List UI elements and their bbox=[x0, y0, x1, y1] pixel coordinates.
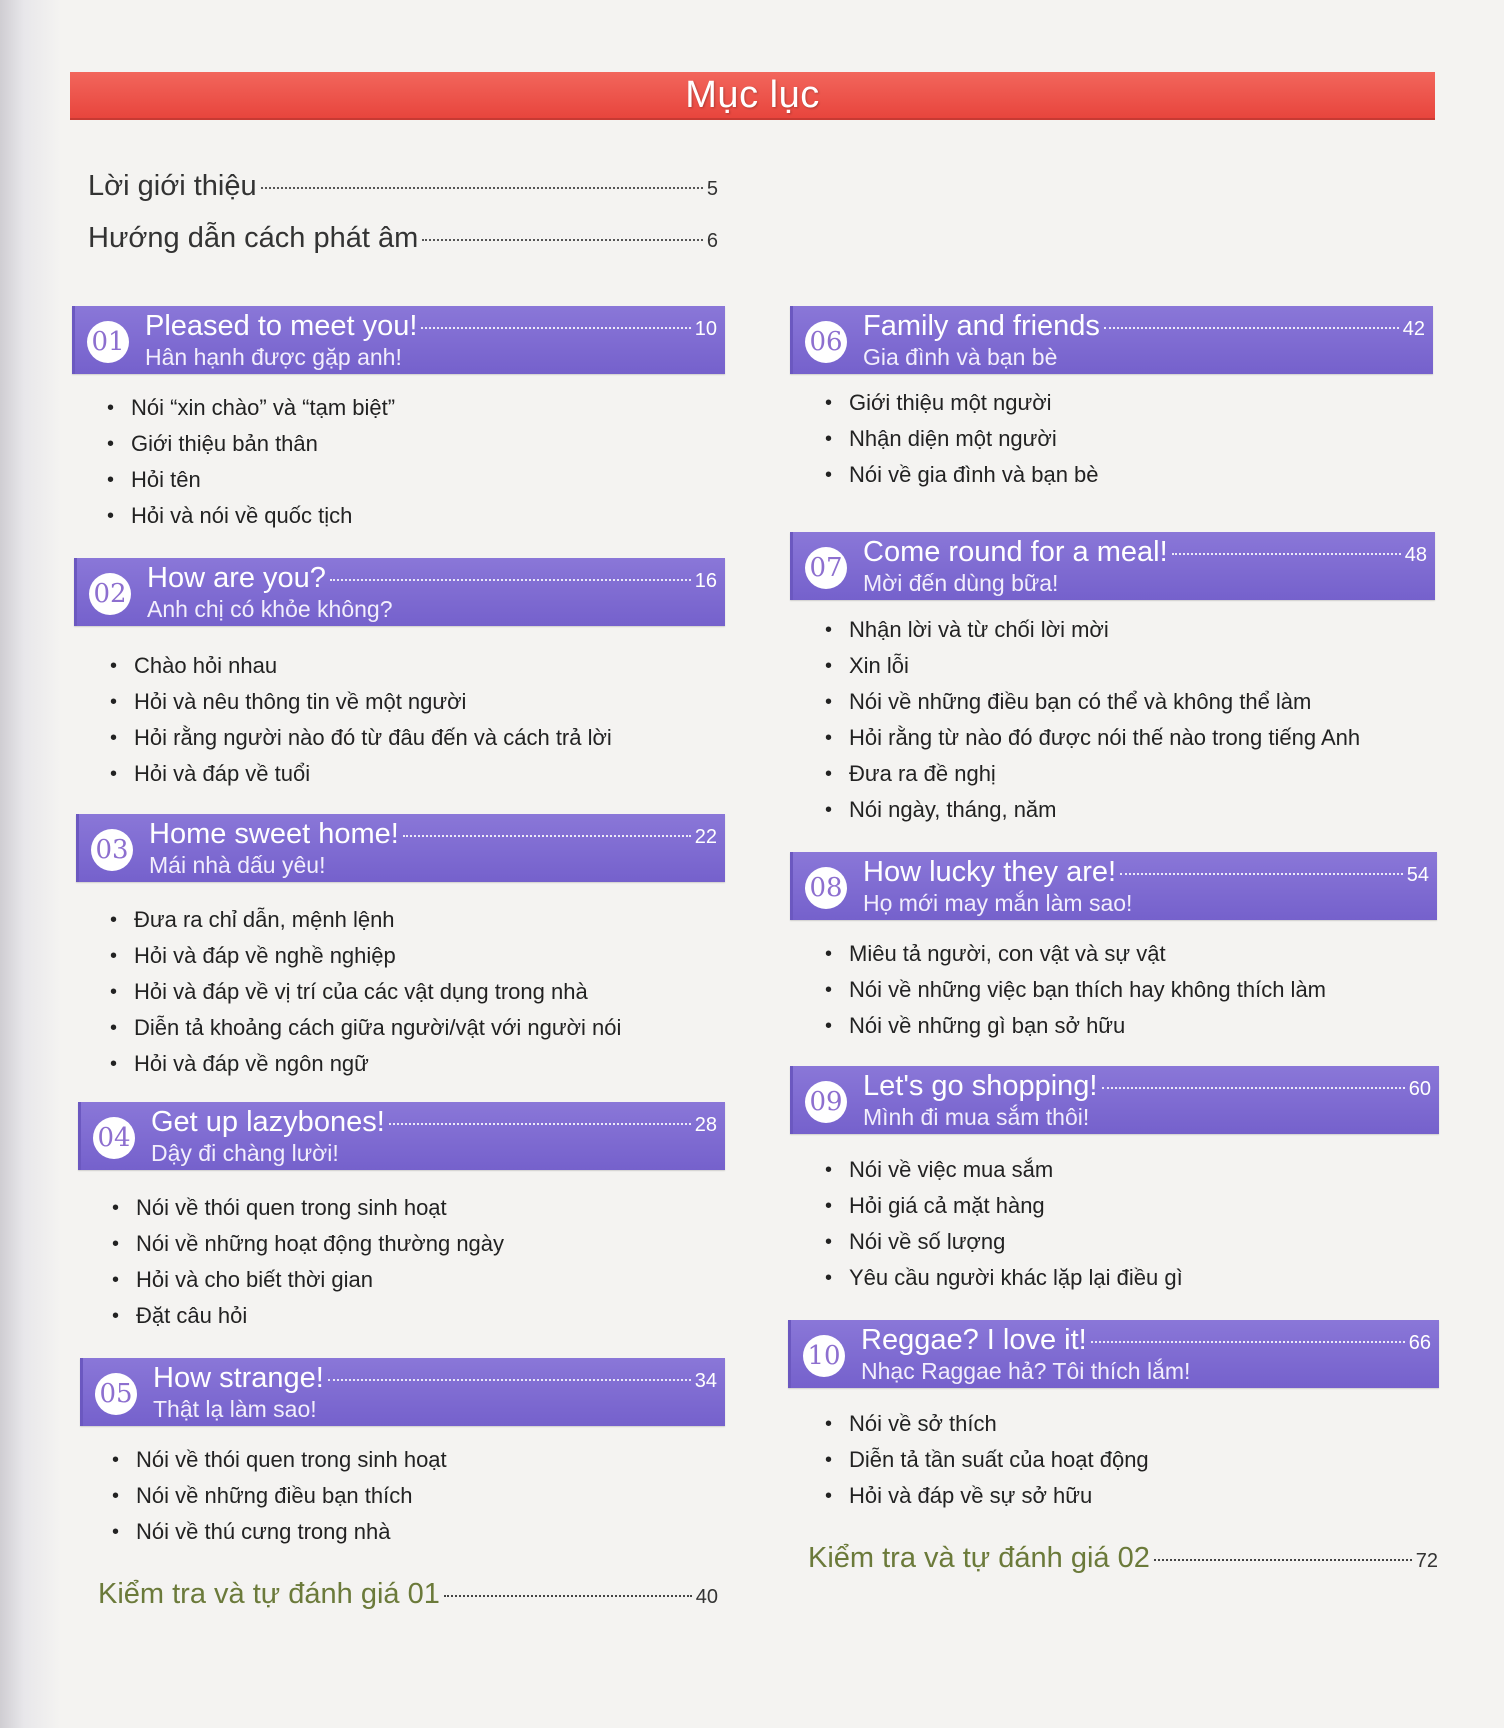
topic-item: • Hỏi tên bbox=[107, 462, 395, 498]
unit-title: Reggae? I love it! bbox=[861, 1324, 1087, 1356]
unit-number-badge: 05 bbox=[95, 1373, 137, 1415]
dot-leader bbox=[1172, 553, 1401, 555]
unit-header-05[interactable] bbox=[80, 1358, 725, 1426]
dot-leader bbox=[1091, 1341, 1405, 1343]
topic-item: • Miêu tả người, con vật và sự vật bbox=[825, 936, 1326, 972]
toc-entry-pronunciation[interactable] bbox=[88, 222, 718, 255]
review-label: Kiểm tra và tự đánh giá 01 bbox=[98, 1578, 440, 1610]
topic-item: • Nói về những điều bạn thích bbox=[112, 1478, 447, 1514]
topic-item: • Giới thiệu bản thân bbox=[107, 426, 395, 462]
topic-item: • Nói về thói quen trong sinh hoạt bbox=[112, 1442, 447, 1478]
topic-item: • Nói về sở thích bbox=[825, 1406, 1149, 1442]
unit-header-08[interactable] bbox=[790, 852, 1437, 920]
unit-number-badge: 04 bbox=[93, 1117, 135, 1159]
unit-number-badge: 10 bbox=[803, 1335, 845, 1377]
topic-item: • Hỏi rằng người nào đó từ đâu đến và cách trả lời bbox=[110, 720, 612, 756]
topic-item: • Hỏi và nói về quốc tịch bbox=[107, 498, 395, 534]
topic-item: • Nói về số lượng bbox=[825, 1224, 1183, 1260]
topic-item: • Nhận diện một người bbox=[825, 421, 1099, 457]
unit-topics-01 bbox=[107, 390, 395, 534]
topic-item: • Hỏi và đáp về tuổi bbox=[110, 756, 612, 792]
topic-item: • Nhận lời và từ chối lời mời bbox=[825, 612, 1360, 648]
unit-number-badge: 03 bbox=[91, 829, 133, 871]
topic-item: • Nói về thú cưng trong nhà bbox=[112, 1514, 447, 1550]
topic-item: • Hỏi và nêu thông tin về một người bbox=[110, 684, 612, 720]
unit-topics-02 bbox=[110, 648, 612, 792]
unit-number-badge: 07 bbox=[805, 547, 847, 589]
topic-item: • Giới thiệu một người bbox=[825, 385, 1099, 421]
unit-title: Home sweet home! bbox=[149, 818, 399, 850]
unit-subtitle: Hân hạnh được gặp anh! bbox=[145, 344, 402, 370]
toc-entry-review-02[interactable] bbox=[808, 1542, 1438, 1575]
topic-item: • Hỏi và đáp về ngôn ngữ bbox=[110, 1046, 621, 1082]
unit-subtitle: Họ mới may mắn làm sao! bbox=[863, 890, 1133, 916]
dot-leader bbox=[261, 187, 703, 189]
topic-item: • Hỏi rằng từ nào đó được nói thế nào trong tiếng Anh bbox=[825, 720, 1360, 756]
unit-title: Come round for a meal! bbox=[863, 536, 1168, 568]
unit-header-04[interactable] bbox=[78, 1102, 725, 1170]
unit-header-07[interactable] bbox=[790, 532, 1435, 600]
unit-title: Let's go shopping! bbox=[863, 1070, 1098, 1102]
topic-item: • Hỏi và đáp về vị trí của các vật dụng trong nhà bbox=[110, 974, 621, 1010]
dot-leader bbox=[1120, 873, 1403, 875]
unit-header-06[interactable] bbox=[790, 306, 1433, 374]
topic-item: • Xin lỗi bbox=[825, 648, 1360, 684]
unit-title: How lucky they are! bbox=[863, 856, 1117, 888]
toc-entry-intro[interactable] bbox=[88, 170, 718, 203]
unit-page: 28 bbox=[694, 1114, 717, 1136]
dot-leader bbox=[421, 327, 690, 329]
unit-number-badge: 08 bbox=[805, 867, 847, 909]
dot-leader bbox=[1104, 327, 1399, 329]
page-title-bar bbox=[70, 72, 1435, 120]
unit-title: How strange! bbox=[153, 1362, 324, 1394]
dot-leader bbox=[444, 1595, 692, 1597]
unit-header-01[interactable] bbox=[72, 306, 725, 374]
unit-topics-04 bbox=[112, 1190, 504, 1334]
topic-item: • Diễn tả tần suất của hoạt động bbox=[825, 1442, 1149, 1478]
topic-item: • Hỏi và cho biết thời gian bbox=[112, 1262, 504, 1298]
dot-leader bbox=[403, 835, 691, 837]
unit-header-10[interactable] bbox=[788, 1320, 1439, 1388]
unit-topics-08 bbox=[825, 936, 1326, 1044]
topic-item: • Đưa ra đề nghị bbox=[825, 756, 1360, 792]
topic-item: • Diễn tả khoảng cách giữa người/vật với người nói bbox=[110, 1010, 621, 1046]
topic-item: • Đặt câu hỏi bbox=[112, 1298, 504, 1334]
unit-header-02[interactable] bbox=[74, 558, 725, 626]
unit-subtitle: Mời đến dùng bữa! bbox=[863, 570, 1059, 596]
review-label: Kiểm tra và tự đánh giá 02 bbox=[808, 1542, 1150, 1574]
topic-item: • Yêu cầu người khác lặp lại điều gì bbox=[825, 1260, 1183, 1296]
unit-page: 10 bbox=[694, 318, 717, 340]
unit-topics-03 bbox=[110, 902, 621, 1082]
unit-page: 60 bbox=[1408, 1078, 1431, 1100]
unit-title: Family and friends bbox=[863, 310, 1100, 342]
unit-number-badge: 01 bbox=[87, 321, 129, 363]
topic-item: • Hỏi và đáp về sự sở hữu bbox=[825, 1478, 1149, 1514]
dot-leader bbox=[330, 579, 691, 581]
dot-leader bbox=[389, 1123, 691, 1125]
topic-item: • Đưa ra chỉ dẫn, mệnh lệnh bbox=[110, 902, 621, 938]
unit-topics-07 bbox=[825, 612, 1360, 828]
dot-leader bbox=[422, 239, 703, 241]
unit-header-09[interactable] bbox=[790, 1066, 1439, 1134]
page-fold-shadow bbox=[0, 0, 60, 1728]
unit-page: 34 bbox=[694, 1370, 717, 1392]
unit-topics-10 bbox=[825, 1406, 1149, 1514]
page-title: Mục lục bbox=[685, 73, 820, 116]
unit-title: How are you? bbox=[147, 562, 326, 594]
unit-subtitle: Anh chị có khỏe không? bbox=[147, 596, 393, 622]
topic-item: • Hỏi và đáp về nghề nghiệp bbox=[110, 938, 621, 974]
unit-subtitle: Mình đi mua sắm thôi! bbox=[863, 1104, 1090, 1130]
unit-subtitle: Thật lạ làm sao! bbox=[153, 1396, 317, 1422]
review-page: 72 bbox=[1415, 1550, 1438, 1572]
topic-item: • Nói về những gì bạn sở hữu bbox=[825, 1008, 1326, 1044]
topic-item: • Nói “xin chào” và “tạm biệt” bbox=[107, 390, 395, 426]
topic-item: • Nói về việc mua sắm bbox=[825, 1152, 1183, 1188]
unit-page: 16 bbox=[694, 570, 717, 592]
unit-topics-05 bbox=[112, 1442, 447, 1550]
toc-entry-label: Lời giới thiệu bbox=[88, 170, 257, 202]
topic-item: • Nói về những hoạt động thường ngày bbox=[112, 1226, 504, 1262]
unit-title: Pleased to meet you! bbox=[145, 310, 418, 342]
topic-item: • Nói ngày, tháng, năm bbox=[825, 792, 1360, 828]
unit-header-03[interactable] bbox=[76, 814, 725, 882]
toc-entry-page: 5 bbox=[706, 178, 718, 200]
unit-topics-06 bbox=[825, 385, 1099, 493]
unit-page: 22 bbox=[694, 826, 717, 848]
topic-item: • Nói về thói quen trong sinh hoạt bbox=[112, 1190, 504, 1226]
topic-item: • Chào hỏi nhau bbox=[110, 648, 612, 684]
unit-title: Get up lazybones! bbox=[151, 1106, 385, 1138]
review-page: 40 bbox=[695, 1586, 718, 1608]
topic-item: • Nói về những điều bạn có thể và không thể làm bbox=[825, 684, 1360, 720]
dot-leader bbox=[1102, 1087, 1405, 1089]
unit-subtitle: Dậy đi chàng lười! bbox=[151, 1140, 339, 1166]
unit-page: 66 bbox=[1408, 1332, 1431, 1354]
unit-page: 48 bbox=[1404, 544, 1427, 566]
unit-number-badge: 06 bbox=[805, 321, 847, 363]
unit-subtitle: Nhạc Raggae hả? Tôi thích lắm! bbox=[861, 1358, 1191, 1384]
unit-topics-09 bbox=[825, 1152, 1183, 1296]
topic-item: • Hỏi giá cả mặt hàng bbox=[825, 1188, 1183, 1224]
unit-page: 42 bbox=[1402, 318, 1425, 340]
unit-subtitle: Gia đình và bạn bè bbox=[863, 344, 1058, 370]
unit-number-badge: 09 bbox=[805, 1081, 847, 1123]
unit-page: 54 bbox=[1406, 864, 1429, 886]
topic-item: • Nói về những việc bạn thích hay không thích làm bbox=[825, 972, 1326, 1008]
topic-item: • Nói về gia đình và bạn bè bbox=[825, 457, 1099, 493]
unit-number-badge: 02 bbox=[89, 573, 131, 615]
dot-leader bbox=[328, 1379, 691, 1381]
dot-leader bbox=[1154, 1559, 1412, 1561]
toc-entry-label: Hướng dẫn cách phát âm bbox=[88, 222, 419, 254]
toc-entry-review-01[interactable] bbox=[98, 1578, 718, 1611]
toc-entry-page: 6 bbox=[706, 230, 718, 252]
unit-subtitle: Mái nhà dấu yêu! bbox=[149, 852, 326, 878]
